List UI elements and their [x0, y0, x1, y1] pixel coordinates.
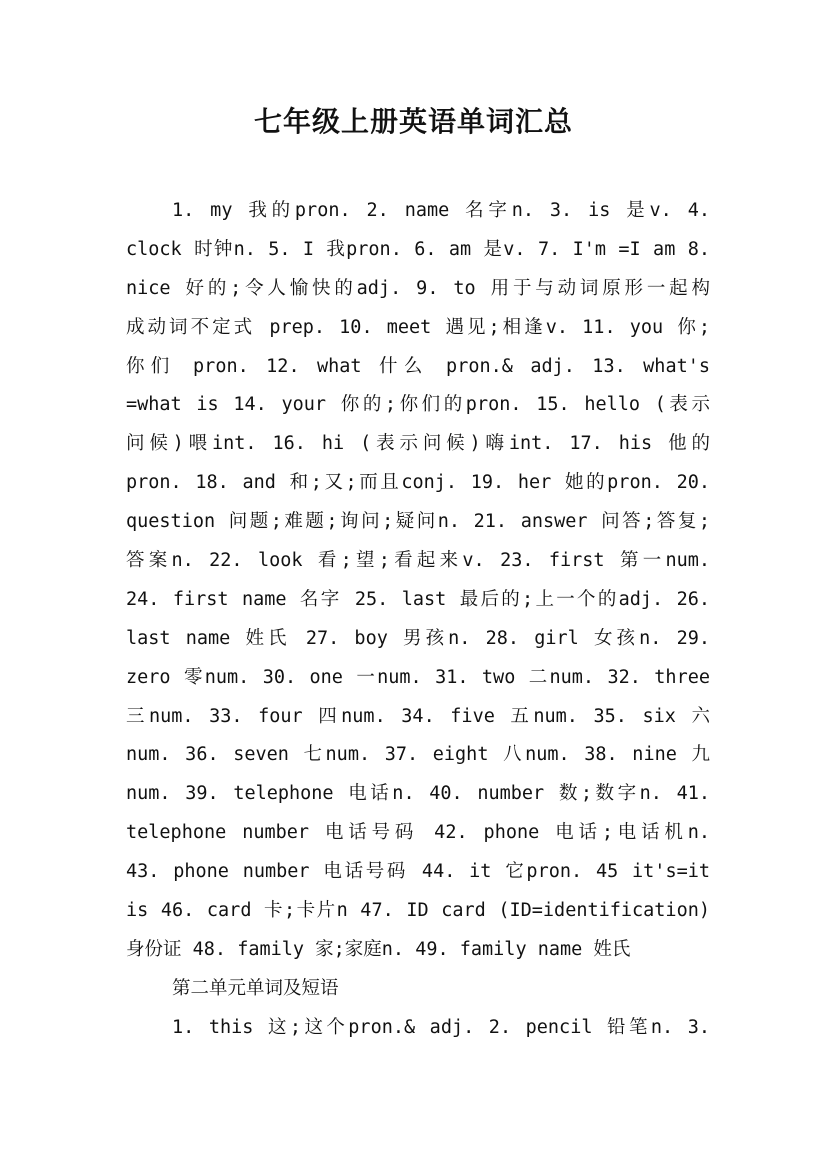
section-heading: 第二单元单词及短语 — [172, 977, 339, 999]
text-line: question 问题;难题;询问;疑问n. 21. answer 问答;答复; — [126, 511, 710, 533]
text-line: 答案n. 22. look 看;望;看起来v. 23. first 第一num. — [126, 550, 710, 572]
text-line: pron. 18. and 和;又;而且conj. 19. her 她的pron. 20. — [126, 472, 710, 494]
text-line: num. 39. telephone 电话n. 40. number 数;数字n. 41. — [126, 783, 710, 805]
text-line: zero 零num. 30. one 一num. 31. two 二num. 32. three — [126, 666, 710, 688]
text-line: num. 36. seven 七num. 37. eight 八num. 38. nine 九 — [126, 744, 710, 766]
text-line: clock 时钟n. 5. I 我pron. 6. am 是v. 7. I'm =I am 8. — [126, 238, 710, 260]
text-line: nice 好的;令人愉快的adj. 9. to 用于与动词原形一起构 — [126, 277, 710, 299]
document-title: 七年级上册英语单词汇总 — [253, 105, 573, 138]
text-line: 24. first name 名字 25. last 最后的;上一个的adj. 26. — [126, 588, 710, 610]
text-line: 1. this 这;这个pron.& adj. 2. pencil 铅笔n. 3. — [172, 1016, 710, 1038]
text-line: 成动词不定式 prep. 10. meet 遇见;相逢v. 11. you 你; — [126, 316, 710, 338]
text-line: 身份证 48. family 家;家庭n. 49. family name 姓氏 — [126, 938, 631, 960]
text-line: telephone number 电话号码 42. phone 电话;电话机n. — [126, 822, 710, 844]
vocabulary-body — [126, 192, 710, 1048]
text-line: =what is 14. your 你的;你们的pron. 15. hello (表示 — [126, 394, 710, 416]
text-line: 问候)喂int. 16. hi (表示问候)嗨int. 17. his 他的 — [126, 433, 710, 455]
text-line: last name 姓氏 27. boy 男孩n. 28. girl 女孩n. 29. — [126, 627, 710, 649]
text-line: 43. phone number 电话号码 44. it 它pron. 45 it's=it — [126, 861, 710, 883]
text-line: is 46. card 卡;卡片n 47. ID card (ID=identification) — [126, 900, 710, 922]
text-line: 你们 pron. 12. what 什么 pron.& adj. 13. what's — [126, 355, 710, 377]
text-line: 1. my 我的pron. 2. name 名字n. 3. is 是v. 4. — [172, 200, 710, 221]
text-line: 三num. 33. four 四num. 34. five 五num. 35. six 六 — [126, 705, 710, 727]
